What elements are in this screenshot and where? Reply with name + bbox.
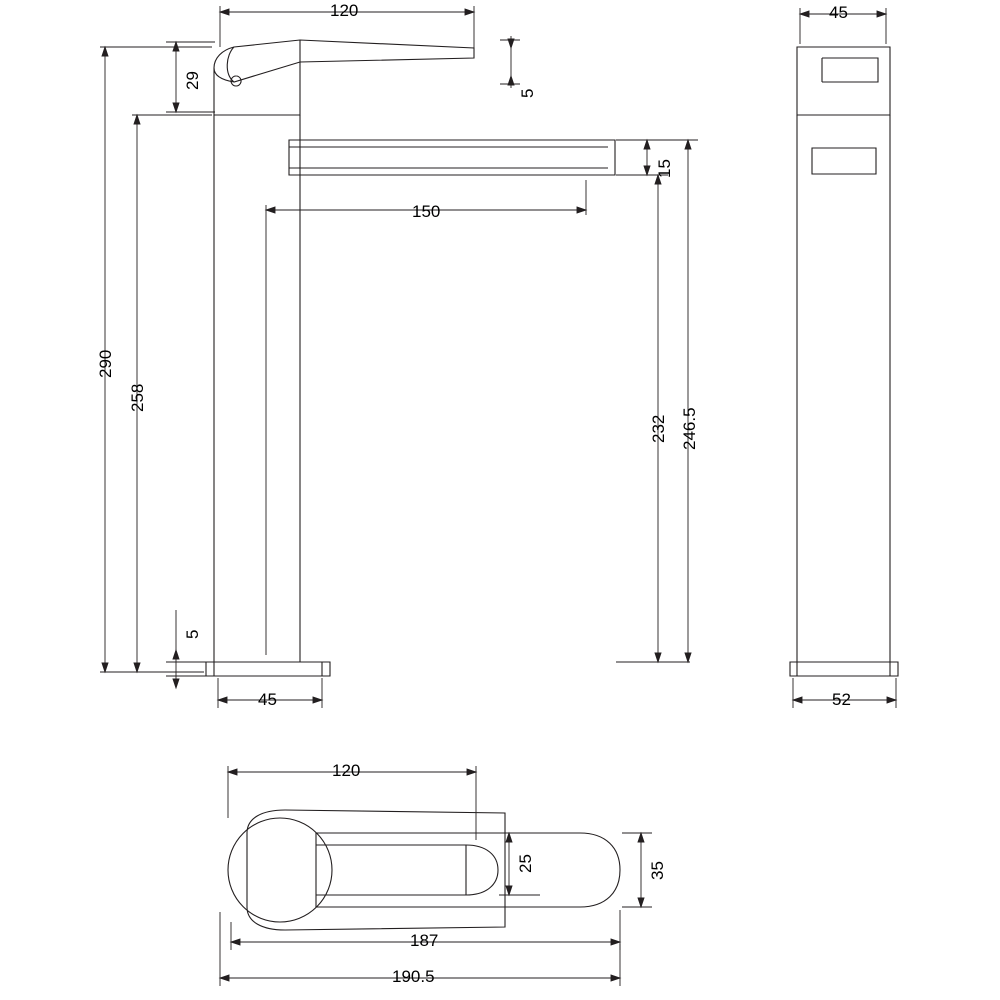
dim-label-120-plan: 120 [332, 761, 361, 780]
dim-5-top [500, 36, 520, 88]
dim-label-232: 232 [649, 414, 668, 443]
side-base [790, 662, 898, 676]
front-lever-outline [214, 40, 474, 82]
dim-label-290: 290 [96, 349, 115, 378]
dim-label-150: 150 [412, 202, 441, 221]
dim-290 [100, 47, 212, 672]
dim-label-15: 15 [655, 159, 674, 178]
front-riser [214, 115, 300, 662]
dim-label-187-plan: 187 [410, 931, 439, 950]
dim-15 [616, 140, 656, 175]
front-spout [289, 140, 615, 175]
front-base [206, 662, 330, 676]
dim-5-base [166, 610, 206, 688]
dim-label-246-5: 246.5 [680, 407, 699, 450]
dim-label-258: 258 [128, 383, 147, 412]
dim-label-120-top: 120 [330, 1, 359, 20]
dim-label-25-plan: 25 [516, 854, 535, 873]
dim-label-29: 29 [183, 71, 202, 90]
dim-label-45-front: 45 [258, 690, 277, 709]
plan-outline [228, 810, 620, 930]
front-valve-body [214, 62, 300, 115]
dim-label-52: 52 [832, 690, 851, 709]
dim-label-190-5-plan: 190.5 [392, 967, 435, 986]
side-valve-body [797, 47, 890, 115]
side-riser [797, 115, 890, 662]
dim-246-5 [616, 140, 698, 662]
dim-label-5-base: 5 [183, 629, 202, 639]
dim-label-45-side: 45 [829, 3, 848, 22]
dim-label-5-top: 5 [518, 88, 537, 98]
dim-label-35-plan: 35 [648, 861, 667, 880]
dim-150 [266, 180, 586, 655]
